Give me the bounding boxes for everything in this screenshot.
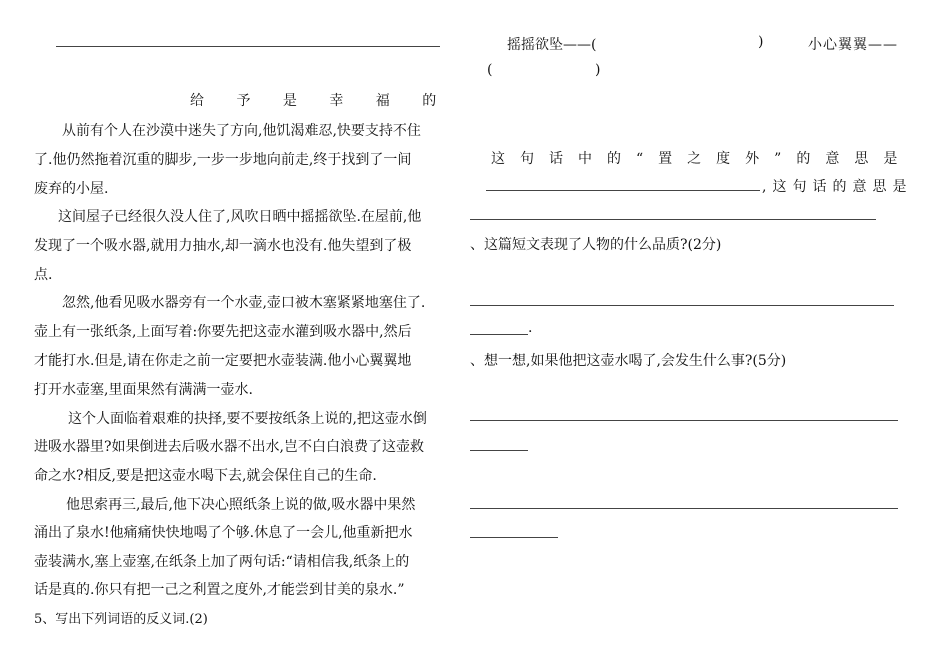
- answer-line: [470, 334, 528, 335]
- passage-line: 了.他仍然拖着沉重的脚步,一步一步地向前走,终于找到了一间: [34, 152, 412, 168]
- passage-line: 壶上有一张纸条,上面写着:你要先把这壶水灌到吸水器中,然后: [34, 324, 412, 340]
- question-7: 、这篇短文表现了人物的什么品质?(2分): [470, 237, 722, 253]
- passage-line: 打开水壶塞,里面果然有满满一壶水.: [34, 382, 253, 398]
- answer-line: [470, 508, 898, 509]
- antonym-1-label: 摇摇欲坠——(: [507, 37, 597, 53]
- answer-line: [470, 219, 876, 220]
- passage-line: 进吸水器里?如果倒进去后吸水器不出水,岂不白白浪费了这壶救: [34, 439, 424, 455]
- passage-title: 给 予 是 幸 福 的: [190, 93, 451, 109]
- antonym-2-open: (: [487, 62, 493, 78]
- passage-line: 这个人面临着艰难的抉择,要不要按纸条上说的,把这壶水倒: [68, 411, 427, 427]
- passage-line: 发现了一个吸水器,就用力抽水,却一滴水也没有.他失望到了极: [34, 238, 412, 254]
- answer-line: [470, 537, 558, 538]
- answer-line: [470, 450, 528, 451]
- passage-line: 才能打水.但是,请在你走之前一定要把水壶装满.他小心翼翼地: [34, 353, 412, 369]
- passage-line: 从前有个人在沙漠中迷失了方向,他饥渴难忍,快要支持不住: [62, 123, 421, 139]
- answer-line: [470, 420, 898, 421]
- passage-line: 这间屋子已经很久没人住了,风吹日晒中摇摇欲坠.在屋前,他: [58, 209, 422, 225]
- passage-line: 他思索再三,最后,他下决心照纸条上说的做,吸水器中果然: [66, 497, 416, 513]
- passage-line: 壶装满水,塞上壶塞,在纸条上加了两句话:“请相信我,纸条上的: [34, 554, 410, 570]
- antonym-2-close: ): [595, 62, 601, 78]
- passage-line: 忽然,他看见吸水器旁有一个水壶,壶口被木塞紧紧地塞住了.: [62, 295, 426, 311]
- question-7-end: .: [528, 320, 533, 336]
- question-6-line-2: ,这句话的意思是: [762, 179, 913, 195]
- passage-line: 废弃的小屋.: [34, 181, 109, 197]
- passage-line: 话是真的.你只有把一己之利置之度外,才能尝到甘美的泉水.”: [34, 582, 405, 598]
- question-6-line-1: 这句话中的“置之度外”的意思是: [491, 151, 913, 167]
- antonym-1-close: ): [758, 34, 764, 50]
- passage-line: 点.: [34, 267, 53, 283]
- top-answer-line: [56, 46, 440, 47]
- question-5: 5、写出下列词语的反义词.(2): [34, 612, 208, 627]
- passage-line: 涌出了泉水!他痛痛快快地喝了个够.休息了一会儿,他重新把水: [34, 525, 413, 541]
- answer-line: [486, 190, 760, 191]
- antonym-2-label: 小心翼翼——: [808, 37, 898, 53]
- passage-line: 命之水?相反,要是把这壶水喝下去,就会保住自己的生命.: [34, 468, 377, 484]
- answer-line: [470, 305, 894, 306]
- question-8: 、想一想,如果他把这壶水喝了,会发生什么事?(5分): [470, 353, 787, 369]
